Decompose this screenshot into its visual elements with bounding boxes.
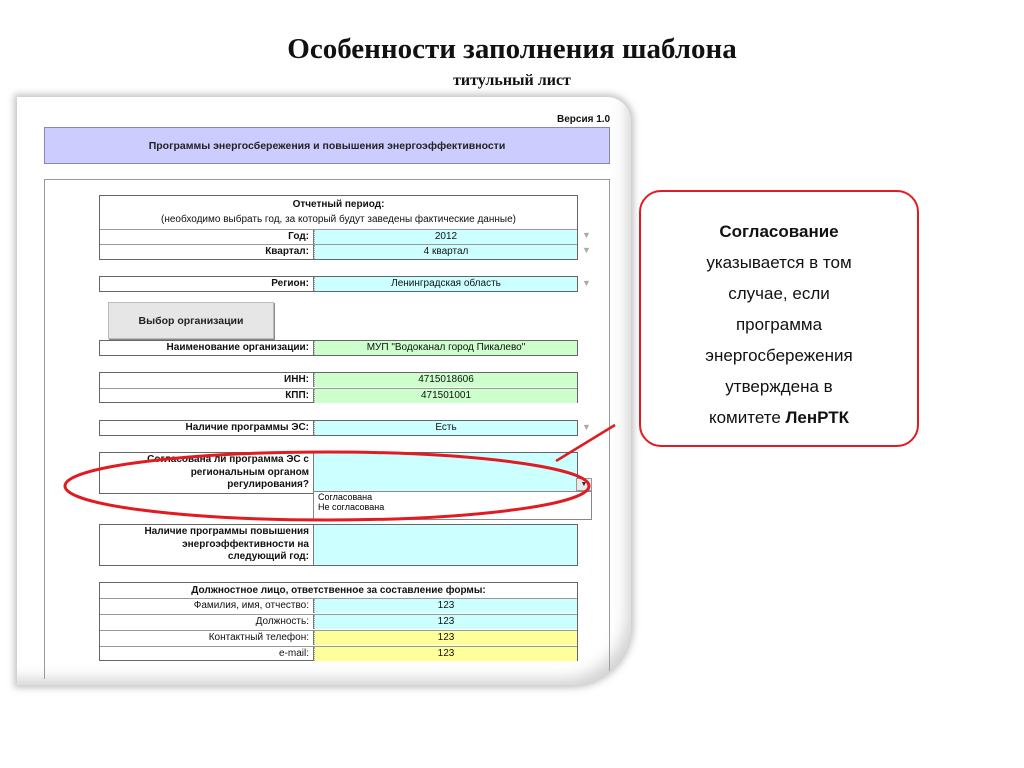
responsible-email-input[interactable]: 123 (314, 647, 577, 661)
callout-box (639, 190, 919, 447)
callout-line-6 (641, 402, 917, 433)
callout-line-2: случае, если (728, 284, 830, 303)
responsible-email-label: e-mail: (100, 647, 314, 661)
chevron-down-icon: ▼ (580, 481, 588, 488)
year-select[interactable]: 2012 (314, 230, 577, 244)
kpp-value: 471501001 (314, 389, 577, 403)
region-select[interactable]: Ленинградская область (314, 277, 577, 291)
highlight-ellipse (65, 452, 589, 520)
responsible-position-input[interactable]: 123 (314, 615, 577, 629)
year-label: Год: (100, 230, 314, 244)
org-name-value: МУП "Водоканал город Пикалево" (314, 341, 577, 355)
agreed-label-line-3: регулирования? (227, 479, 309, 490)
dropdown-option-not-agreed[interactable]: Не согласована (318, 502, 385, 512)
pointer-line (556, 425, 615, 461)
next-year-label-line-3: следующий год: (227, 551, 309, 562)
program-dropdown-arrow-icon[interactable]: ▼ (582, 422, 591, 432)
period-note: (необходимо выбрать год, за который будут заведены фактические данные) (161, 214, 516, 225)
callout-bold-start: Согласование (719, 222, 839, 241)
next-year-label-line-2: энергоэффективности на (182, 538, 309, 550)
dropdown-option-agreed[interactable]: Согласована (318, 492, 373, 502)
region-dropdown-arrow-icon[interactable]: ▼ (582, 278, 591, 288)
page-subtitle: титульный лист (453, 72, 571, 89)
org-name-label: Наименование организации: (100, 341, 314, 355)
period-heading: Отчетный период: (292, 199, 385, 210)
page-title: Особенности заполнения шаблона (287, 33, 737, 65)
callout-line-3: программа (735, 315, 823, 334)
callout-text (641, 216, 917, 433)
callout-line-6-text: комитете (708, 408, 786, 427)
inn-value: 4715018606 (314, 373, 577, 387)
agreed-label-line-1: Согласована ли программа ЭС с (147, 454, 309, 465)
next-year-label-line-1: Наличие программы повышения (144, 526, 309, 537)
quarter-label: Квартал: (100, 245, 314, 259)
callout-line-6-bold: ЛенРТК (785, 408, 850, 427)
kpp-label: КПП: (100, 389, 314, 403)
version-label: Версия 1.0 (557, 114, 611, 125)
responsible-name-label: Фамилия, имя, отчество: (100, 599, 314, 613)
responsible-position-label: Должность: (100, 615, 314, 629)
inn-label: ИНН: (100, 373, 314, 387)
responsible-name-input[interactable]: 123 (314, 599, 577, 613)
year-dropdown-arrow-icon[interactable]: ▼ (582, 230, 591, 240)
responsible-heading: Должностное лицо, ответственное за составление формы: (191, 585, 486, 596)
callout-line-1: указывается в том (706, 253, 852, 272)
responsible-phone-input[interactable]: 123 (314, 631, 577, 645)
region-label: Регион: (100, 277, 314, 291)
callout-line-5: утверждена в (725, 377, 833, 396)
callout-line-4: энергосбережения (705, 346, 853, 365)
form-header: Программы энергосбережения и повышения энергоэффективности (44, 127, 610, 164)
program-label: Наличие программы ЭС: (100, 421, 314, 435)
quarter-dropdown-arrow-icon[interactable]: ▼ (582, 245, 591, 255)
select-organization-button[interactable]: Выбор организации (108, 302, 274, 339)
quarter-select[interactable]: 4 квартал (314, 245, 577, 259)
program-select[interactable]: Есть (314, 421, 577, 435)
responsible-phone-label: Контактный телефон: (100, 631, 314, 645)
agreed-label-line-2: региональным органом (190, 466, 309, 478)
